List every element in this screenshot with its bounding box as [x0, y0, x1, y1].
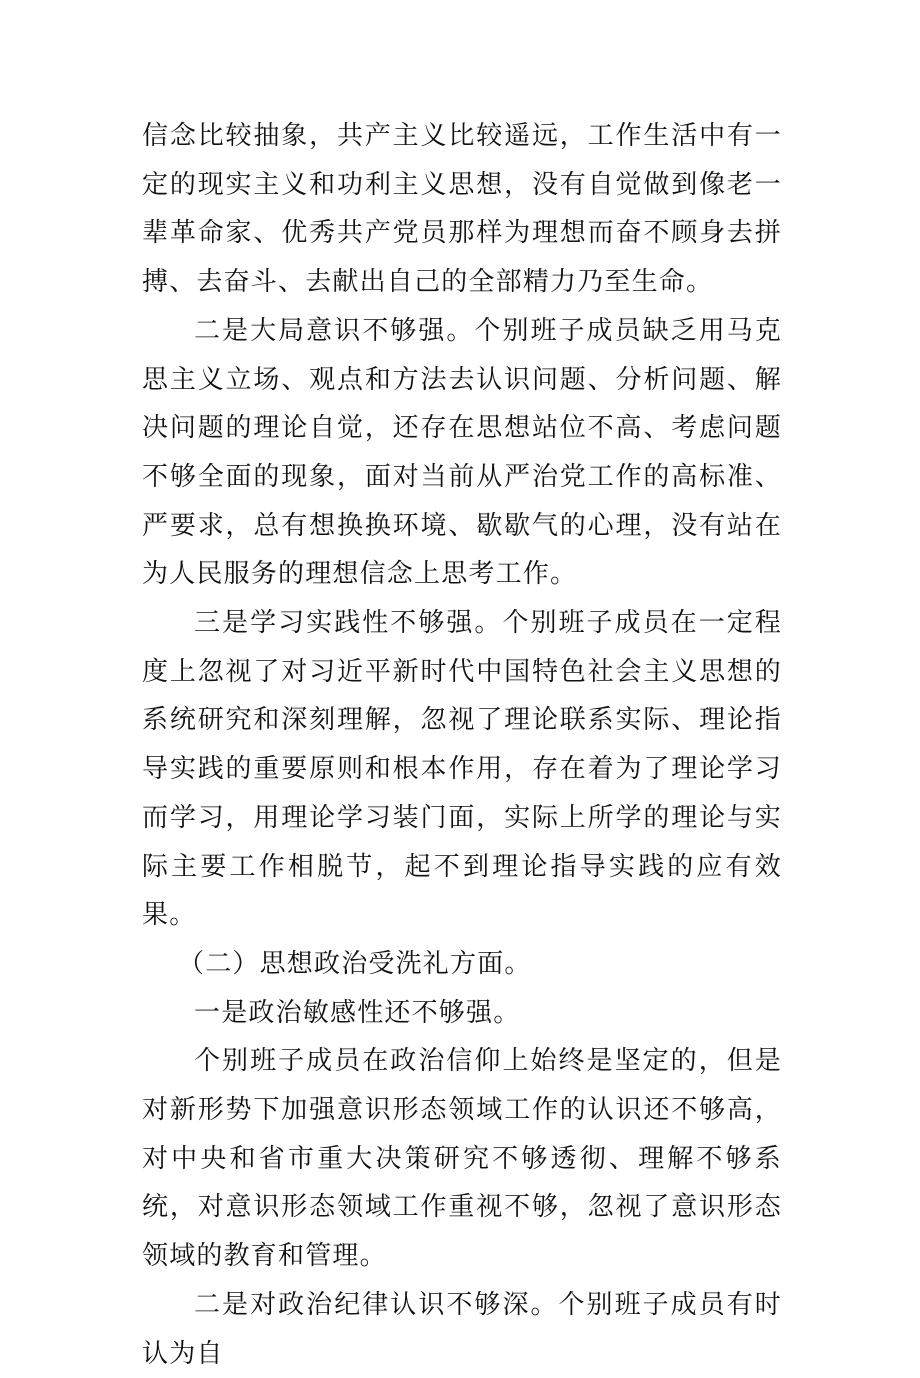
body-paragraph-political-belief: 个别班子成员在政治信仰上始终是坚定的，但是对新形势下加强意识形态领域工作的认识还不够高，对中央和省市重大决策研究不够透彻、理解不够系统，对意识形态领域工作重视不够，忽视了意识形态领域的教育和管理。 [142, 1046, 782, 1272]
subheading-political-sensitivity: 一是政治敏感性还不够强。 [194, 997, 521, 1028]
body-paragraph-continuation: 信念比较抽象，共产主义比较遥远，工作生活中有一定的现实主义和功利主义思想，没有自觉做到像老一辈革命家、优秀共产党员那样为理想而奋不顾身去拼搏、去奋斗、去献出自己的全部精力乃至生命。 [142, 121, 782, 298]
document-body [142, 112, 782, 1378]
body-paragraph-political-discipline: 二是对政治纪律认识不够深。个别班子成员有时认为自 [142, 1289, 782, 1369]
body-paragraph-study-practice: 三是学习实践性不够强。个别班子成员在一定程度上忽视了对习近平新时代中国特色社会主义思想的系统研究和深刻理解，忽视了理论联系实际、理论指导实践的重要原则和根本作用，存在着为了理论学习而学习，用理论学习装门面，实际上所学的理论与实际主要工作相脱节，起不到理论指导实践的应有效果。 [142, 608, 782, 931]
section-heading: （二）思想政治受洗礼方面。 [178, 948, 532, 979]
body-paragraph-overall-awareness: 二是大局意识不够强。个别班子成员缺乏用马克思主义立场、观点和方法去认识问题、分析问题、解决问题的理论自觉，还存在思想站位不高、考虑问题不够全面的现象，面对当前从严治党工作的高标准、严要求，总有想换换环境、歇歇气的心理，没有站在为人民服务的理想信念上思考工作。 [142, 315, 782, 590]
